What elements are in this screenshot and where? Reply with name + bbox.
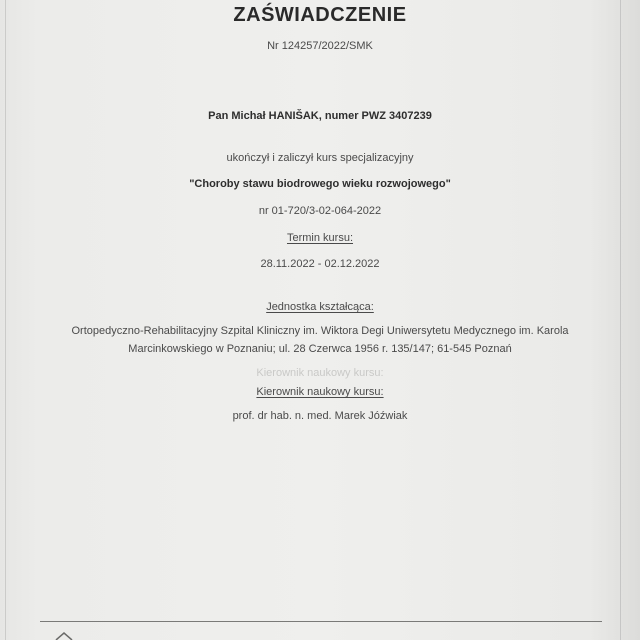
paper-edge (5, 0, 6, 640)
unit-address-line-2: Marcinkowskiego w Poznaniu; ul. 28 Czerwca 1956 r. 135/147; 61-545 Poznań (128, 343, 512, 355)
certificate-number: Nr 124257/2022/SMK (267, 40, 373, 52)
document-title: ZAŚWIADCZENIE (233, 4, 407, 26)
completion-statement: ukończył i zaliczył kurs specjalizacyjny (226, 152, 414, 164)
unit-address-line-1: Ortopedyczno-Rehabilitacyjny Szpital Kliniczny im. Wiktora Degi Uniwersytetu Medycznego im. Karola (71, 325, 569, 337)
paper-edge (620, 0, 621, 640)
course-number: nr 01-720/3-02-064-2022 (258, 205, 382, 217)
term-label: Termin kursu: (286, 232, 354, 244)
unit-label: Jednostka kształcąca: (266, 301, 374, 313)
course-title: "Choroby stawu biodrowego wieku rozwojowego" (189, 178, 451, 190)
term-value: 28.11.2022 - 02.12.2022 (260, 258, 380, 270)
footer-logo-icon (54, 630, 94, 640)
director-label: Kierownik naukowy kursu: (256, 386, 384, 398)
show-through-text: Kierownik naukowy kursu: (256, 367, 384, 379)
recipient-line: Pan Michał HANIŠAK, numer PWZ 3407239 (208, 110, 432, 122)
footer-rule (40, 621, 602, 622)
director-name: prof. dr hab. n. med. Marek Jóźwiak (232, 410, 408, 422)
